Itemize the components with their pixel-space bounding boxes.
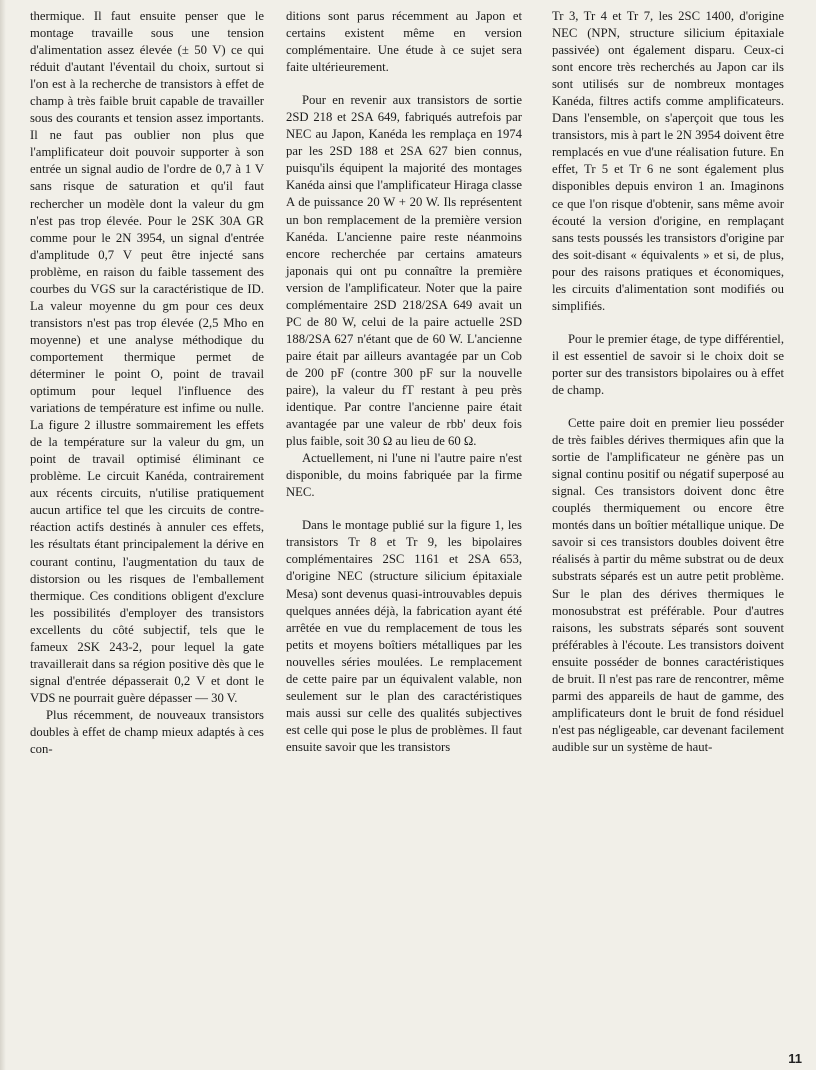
page-number: 11 [788,1051,802,1066]
paragraph: Pour le premier étage, de type différentiel, il est essentiel de savoir si le choix doit se porter sur des transistors bipolaires ou à effet de champ. [552,331,784,397]
paragraph: Cette paire doit en premier lieu posséder de très faibles dérives thermiques afin que la sortie de l'amplificateur ne génère pas un signal continu positif ou négatif superposé au signal. Ces transistors doivent donc être couplés thermiquement ou encore être montés dans un boîtier métallique unique. De savoir si ces transistors doubles doivent être réalisés à partir du même substrat ou de deux substrats séparés est un autre petit problème. Sur le plan des dérives thermiques le monosubstrat est préférable. Pour d'autres raisons, les substrats séparés sont souvent préférables à l'écoute. Les transistors doivent ensuite posséder de bonnes caractéristiques de bruit. Il n'est pas rare de rencontrer, même parmi des appareils de haut de gamme, des amplificateurs dont le bruit de fond résiduel n'est pas négligeable, car devenant facilement audible sur un système de haut- [552,416,784,754]
paragraph: Actuellement, ni l'une ni l'autre paire n'est disponible, du moins fabriquée par la firme NEC. [286,451,522,500]
paragraph: Plus récemment, de nouveaux transistors doubles à effet de champ mieux adaptés à ces con- [30,707,264,757]
paragraph: Dans le montage publié sur la figure 1, les transistors Tr 8 et Tr 9, les bipolaires complémentaires 2SC 1161 et 2SA 653, d'origine NEC (structure silicium épitaxiale Mesa) sont devenus quasi-introuvables depuis quelques années déjà, la fabrication ayant été arrêtée en vue du remplacement de tous les petits et moyens boîtiers métalliques par les nouvelles séries moulées. Le remplacement de cette paire par un équivalent valable, non seulement sur le plan des caractéristiques mais aussi sur celle des qualités subjectives est celle qui pose le plus de problèmes. Il faut ensuite savoir que les transistors [286,518,522,754]
page-edge-shadow [0,0,6,1070]
paragraph: thermique. Il faut ensuite penser que le montage travaille sous une tension d'alimentation assez élevée (± 50 V) ce qui réduit d'autant l'éventail du choix, surtout si l'on est à la recherche de transistors à effet de champ à très faible bruit capable de travailler sous des courants et tension assez importants. Il ne faut pas oublier non plus que l'amplificateur doit pouvoir supporter à son entrée un signal audio de l'ordre de 0,7 à 1 V sans risque de saturation et qu'il faut rechercher un modèle dont la valeur du gm n'est pas trop élevée. Pour le 2SK 30A GR comme pour le 2N 3954, un signal d'entrée d'amplitude 0,7 V peut être injecté sans problème, en raison du faible tassement des courbes du VGS sur la caractéristique de ID. La valeur moyenne du gm pour ces deux transistors n'est pas trop élevée (2,5 Mho en moyenne) et une analyse méthodique du comportement thermique permet de déterminer le point O, point de travail optimum pour lequel l'influence des variations de température est infime ou nulle. La figure 2 illustre sommairement les effets de la température sur la valeur du gm, un point de travail optimisé éliminant ce problème. Le circuit Kanéda, contrairement aux récents circuits, n'utilise pratiquement aucun artifice tel que les circuits de contre-réaction actifs destinés à annuler ces effets, les résultats étant principalement la dérive en courant continu, l'augmentation du taux de distorsion ou les risques de l'emballement thermique. Ces conditions obligent d'exclure les possibilités d'employer des transistors excellents du côté subjectif, tels que le fameux 2SK 243-2, pour lequel la gate travaillerait dans sa région positive dès que le signal d'entrée dépasserait 0,2 V et dont le VDS ne pourrait guère dépasser — 30 V. [30,9,264,705]
text-column-2 [286,8,522,756]
paragraph: Tr 3, Tr 4 et Tr 7, les 2SC 1400, d'origine NEC (NPN, structure silicium épitaxiale passivée) ont également disparu. Ceux-ci sont encore très recherchés au Japon car ils sont utilisés sur de nombreux montages Kanéda, filtres actifs comme amplificateurs. Dans l'ensemble, on s'aperçoit que tous les transistors, mis à part le 2N 3954 doivent être remplacés en vue d'une réalisation future. En effet, Tr 5 et Tr 6 ne sont également plus disponibles depuis environ 1 an. Imaginons ce que l'on risque d'obtenir, sans même avoir écouté la version d'origine, en remplaçant sans tests poussés les transistors d'origine par des soit-disant « équivalents » et si, de plus, pour des raisons pratiques et économiques, les circuits d'alimentation sont modifiés ou simplifiés. [552,9,784,313]
text-column-1 [30,8,264,758]
paragraph: Pour en revenir aux transistors de sortie 2SD 218 et 2SA 649, fabriqués autrefois par NEC au Japon, Kanéda les remplaça en 1974 par les 2SD 188 et 2SA 627 bien connus, puisqu'ils équipent la majorité des montages Kanéda ainsi que l'amplificateur Hiraga classe A de puissance 20 W + 20 W. Ils représentent un bon remplacement de la première version Kanéda. L'ancienne paire reste néanmoins encore recherchée par certains amateurs japonais qui ont pu connaître la première version de l'amplificateur. Noter que la paire complémentaire 2SD 218/2SA 649 avait un PC de 80 W, celui de la paire actuelle 2SD 188/2SA 627 n'étant que de 60 W. L'ancienne paire était par ailleurs avantagée par un Cob de 200 pF (contre 300 pF sur la nouvelle paire), la valeur du fT restant à peu près identique. Par contre l'ancienne paire était avantagée par une valeur de rbb' deux fois plus faible, soit 30 Ω au lieu de 60 Ω. [286,93,522,449]
text-column-3 [552,8,784,756]
paragraph: ditions sont parus récemment au Japon et certains existent même en version complémentaire. Une étude à ce sujet sera faite ultérieurement. [286,9,522,75]
